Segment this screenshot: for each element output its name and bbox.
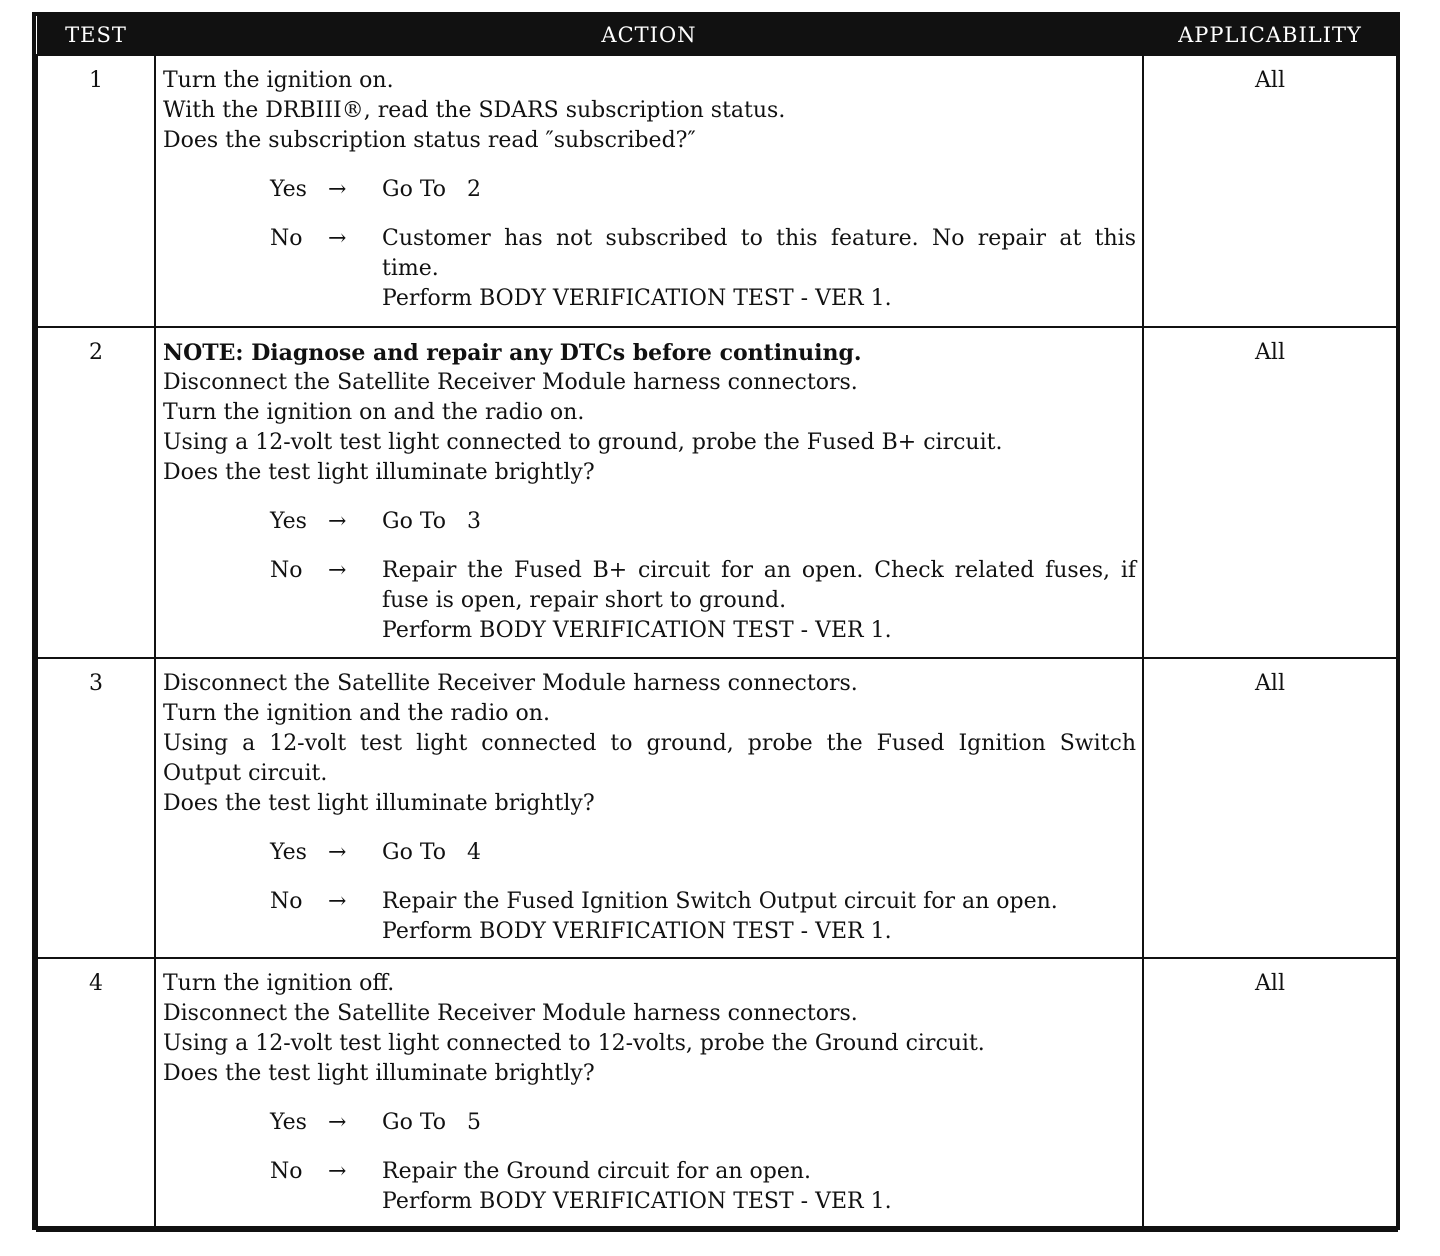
action-cell (155, 327, 1143, 658)
table-row (37, 327, 1397, 658)
repair-instruction: Repair the Ground circuit for an open. (382, 1159, 812, 1184)
no-label: No (270, 558, 303, 583)
table-row (37, 55, 1397, 327)
goto-step: Go To 2 (382, 177, 481, 202)
applicability-value: All (1143, 958, 1397, 1231)
no-result (382, 887, 1136, 947)
action-cell (155, 658, 1143, 958)
action-line: With the DRBIII®, read the SDARS subscription status. (163, 98, 786, 123)
action-line: Disconnect the Satellite Receiver Module harness connectors. (163, 1001, 858, 1026)
action-line: Turn the ignition on. (163, 68, 394, 93)
no-answer (270, 887, 1136, 947)
no-label: No (270, 1159, 303, 1184)
test-number: 3 (37, 658, 155, 958)
goto-step: Go To 5 (382, 1110, 481, 1135)
verification-instruction: Perform BODY VERIFICATION TEST - VER 1. (382, 919, 892, 944)
test-number: 1 (37, 55, 155, 327)
yes-result (382, 1108, 1136, 1138)
arrow-icon: → (328, 558, 347, 583)
action-cell (155, 55, 1143, 327)
yes-label: Yes (270, 177, 307, 202)
arrow-icon: → (328, 177, 347, 202)
applicability-value: All (1143, 658, 1397, 958)
applicability-value: All (1143, 55, 1397, 327)
no-answer (270, 224, 1136, 314)
action-cell (155, 958, 1143, 1231)
no-label: No (270, 226, 303, 251)
yes-label: Yes (270, 840, 307, 865)
action-line: Turn the ignition off. (163, 971, 395, 996)
repair-instruction: Repair the Fused B+ circuit for an open. Check related fuses, if fuse is open, repair short to ground. (382, 558, 1136, 613)
diagnostic-test-sheet (32, 12, 1400, 1230)
action-line: Does the test light illuminate brightly? (163, 1061, 595, 1086)
yes-result (382, 175, 1136, 205)
no-result (382, 556, 1136, 646)
action-line: Using a 12-volt test light connected to 12-volts, probe the Ground circuit. (163, 1031, 985, 1056)
arrow-icon: → (328, 1110, 347, 1135)
verification-instruction: Perform BODY VERIFICATION TEST - VER 1. (382, 1189, 892, 1214)
applicability-value: All (1143, 327, 1397, 658)
yes-answer (270, 1108, 1136, 1138)
action-line: Disconnect the Satellite Receiver Module harness connectors. (163, 370, 858, 395)
action-line: Using a 12-volt test light connected to ground, probe the Fused Ignition Switch Output circuit. (163, 731, 1136, 786)
table-header-row (37, 16, 1397, 55)
goto-step: Go To 3 (382, 509, 481, 534)
arrow-icon: → (328, 840, 347, 865)
no-answer (270, 1157, 1136, 1217)
header-applicability: APPLICABILITY (1143, 16, 1397, 55)
arrow-icon: → (328, 889, 347, 914)
answer-list (163, 838, 1136, 947)
header-action: ACTION (155, 16, 1143, 55)
header-test: TEST (37, 16, 155, 55)
no-label: No (270, 889, 303, 914)
yes-label: Yes (270, 509, 307, 534)
yes-result (382, 507, 1136, 537)
table-row (37, 658, 1397, 958)
yes-answer (270, 175, 1136, 205)
action-line: Does the test light illuminate brightly? (163, 460, 595, 485)
arrow-icon: → (328, 509, 347, 534)
answer-list (163, 1108, 1136, 1217)
repair-instruction: Customer has not subscribed to this feature. No repair at this time. (382, 226, 1136, 281)
verification-instruction: Perform BODY VERIFICATION TEST - VER 1. (382, 618, 892, 643)
action-line: Using a 12-volt test light connected to ground, probe the Fused B+ circuit. (163, 430, 1003, 455)
answer-list (163, 175, 1136, 314)
arrow-icon: → (328, 226, 347, 251)
verification-instruction: Perform BODY VERIFICATION TEST - VER 1. (382, 286, 892, 311)
action-line: Does the test light illuminate brightly? (163, 791, 595, 816)
table-row (37, 958, 1397, 1231)
yes-label: Yes (270, 1110, 307, 1135)
no-answer (270, 556, 1136, 646)
action-line: Turn the ignition on and the radio on. (163, 400, 585, 425)
yes-result (382, 838, 1136, 868)
no-result (382, 224, 1136, 314)
diagnostic-test-table (36, 16, 1398, 1232)
no-result (382, 1157, 1136, 1217)
note-line: NOTE: Diagnose and repair any DTCs before continuing. (163, 340, 862, 366)
test-number: 4 (37, 958, 155, 1231)
test-number: 2 (37, 327, 155, 658)
repair-instruction: Repair the Fused Ignition Switch Output circuit for an open. (382, 889, 1058, 914)
yes-answer (270, 838, 1136, 868)
answer-list (163, 507, 1136, 646)
action-line: Disconnect the Satellite Receiver Module harness connectors. (163, 671, 858, 696)
goto-step: Go To 4 (382, 840, 481, 865)
arrow-icon: → (328, 1159, 347, 1184)
yes-answer (270, 507, 1136, 537)
action-line: Does the subscription status read ″subscribed?″ (163, 128, 696, 153)
action-line: Turn the ignition and the radio on. (163, 701, 550, 726)
